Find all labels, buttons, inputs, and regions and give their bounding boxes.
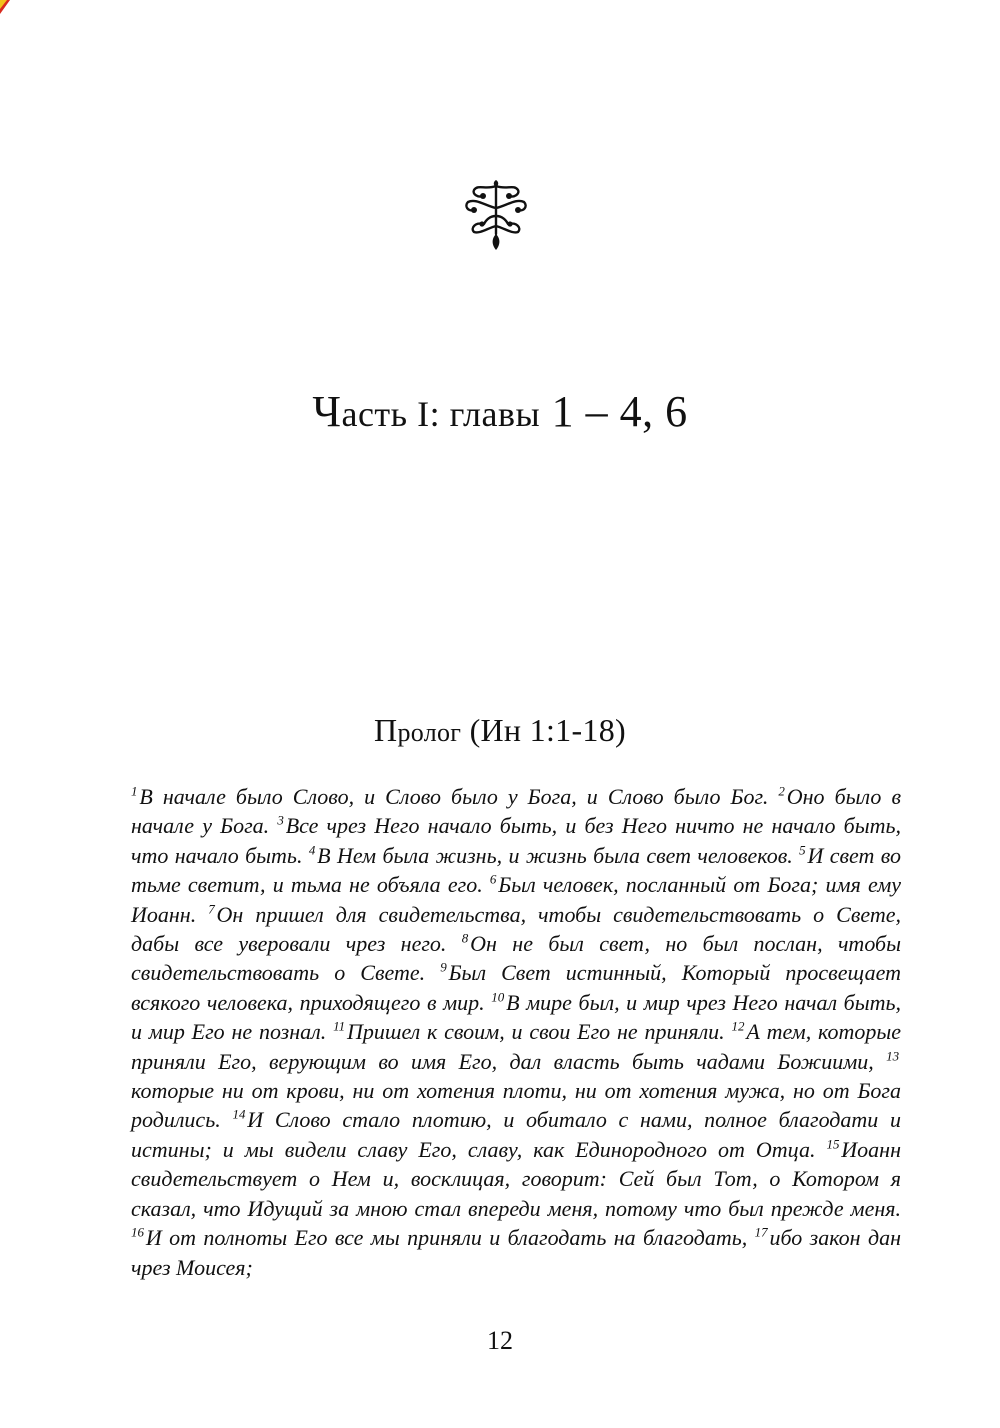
part-title bbox=[0, 386, 1000, 437]
part-title-initial: Ч bbox=[312, 387, 342, 436]
verse-text: В начале было Слово, и Слово было у Бога, и Слово было Бог. bbox=[139, 784, 769, 809]
verse-text: В Нем была жизнь, и жизнь была свет человеков. bbox=[317, 842, 793, 868]
corner-color-mark bbox=[0, 0, 10, 14]
verse-number: 14 bbox=[232, 1107, 246, 1123]
part-title-small-caps: асть I: главы bbox=[341, 394, 541, 434]
verse-number: 2 bbox=[778, 783, 785, 799]
verse-text: Был человек, посланный от Бога; имя ему Иоанн. bbox=[131, 872, 902, 927]
verse-number: 8 bbox=[461, 930, 469, 946]
verse-number: 4 bbox=[308, 842, 316, 858]
verse-text: Иоанн свидетельствует о Нем и, восклицая, говорит: Сей был Тот, о Котором я сказал, что Идущий за мною стал впереди меня, потому что был прежде меня. bbox=[131, 1136, 902, 1221]
verse-number: 17 bbox=[754, 1224, 768, 1240]
verse-number: 13 bbox=[886, 1048, 900, 1064]
verse-text: И свет во тьме светит, и тьма не объяла его. bbox=[131, 842, 902, 898]
verse-number: 5 bbox=[799, 842, 806, 858]
verse-text: Он пришел для свидетельства, чтобы свидетельствовать о Свете, дабы все уверовали чрез него. bbox=[131, 901, 901, 957]
section-title-small-caps: ролог bbox=[397, 718, 462, 747]
section-title bbox=[0, 712, 1000, 749]
verse-text: ибо закон дан чрез Моисея; bbox=[131, 1225, 901, 1280]
verse-number: 7 bbox=[208, 901, 215, 917]
floral-ornament-icon bbox=[456, 176, 536, 256]
verse-text: В мире был, и мир чрез Него начал быть, и мир Его не познал. bbox=[131, 989, 902, 1045]
verse-text: И Слово стало плотию, и обитало с нами, полное благодати и истины; и мы видели славу Его, славу, как Единородного от Отца. bbox=[131, 1107, 902, 1162]
page-number: 12 bbox=[487, 1326, 513, 1355]
verse-number: 11 bbox=[333, 1018, 346, 1034]
part-title-numbers: 1 – 4, 6 bbox=[551, 387, 688, 436]
section-title-reference: (Ин 1:1-18) bbox=[469, 712, 626, 748]
verse-text: Пришел к своим, и свои Его не приняли. bbox=[346, 1019, 725, 1045]
verse-text: А тем, которые приняли Его, верующим во имя Его, дал власть быть чадами Божиими, bbox=[131, 1019, 902, 1074]
verse-text: Оно было в начале у Бога. bbox=[131, 784, 901, 839]
verse-number: 10 bbox=[491, 989, 505, 1005]
verse-text: И от полноты Его все мы приняли и благодать на благодать, bbox=[145, 1225, 748, 1251]
verse-text: Он не был свет, но был послан, чтобы свидетельствовать о Свете. bbox=[131, 931, 901, 986]
verse-number: 15 bbox=[826, 1136, 840, 1152]
verse-number: 3 bbox=[277, 813, 284, 829]
verse-number: 9 bbox=[440, 960, 447, 976]
section-title-initial: П bbox=[374, 712, 398, 748]
verse-number: 6 bbox=[489, 871, 497, 887]
verse-text: Был Свет истинный, Который просвещает всякого человека, приходящего в мир. bbox=[131, 960, 902, 1015]
verse-text: которые ни от крови, ни от хотения плоти, ни от хотения мужа, но от Бога родились. bbox=[131, 1078, 901, 1133]
verse-text: Все чрез Него начало быть, и без Него ничто не начало быть, что начало быть. bbox=[131, 813, 901, 868]
prologue-text bbox=[131, 782, 901, 1282]
verse-number: 16 bbox=[131, 1224, 144, 1240]
verse-number: 12 bbox=[731, 1018, 745, 1034]
verse-number: 1 bbox=[131, 783, 138, 799]
